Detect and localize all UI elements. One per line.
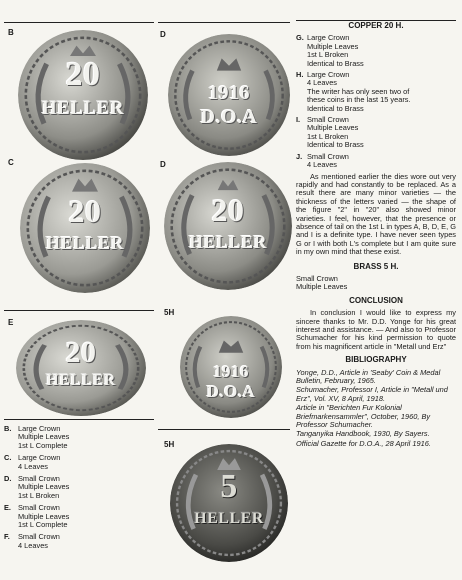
- middle-rule: [4, 310, 154, 311]
- type-h-line: The writer has only seen two of: [307, 86, 410, 96]
- label-d1: D: [160, 30, 166, 39]
- varieties-paragraph: As mentioned earlier the dies wore out very rapidly and had constantly to be replaced. As a result there are many minor varieties — the thickness of the letters varied — the shape of the figure "2" in "20" also showed minor varieties. I feel, however, that the presence or absence of tail on the 1st L in types A, B, D, E, G and I is a definite type. I have never seen types G or I with both L's complete but I am quite sure in my own mind that these exist.: [296, 171, 456, 257]
- top-rule-left: [4, 22, 154, 23]
- bibliography-entry: Official Gazette for D.O.A., 28 April 1916.: [296, 438, 431, 448]
- coin-c-value: 20: [68, 193, 102, 229]
- type-g-key: G.: [296, 33, 304, 43]
- type-i-line: Identical to Brass: [307, 140, 364, 150]
- coin-e-denomination: HELLER: [46, 372, 116, 389]
- bibliography-entry: Tanganyika Handbook, 1930, By Sayers.: [296, 429, 430, 439]
- coin-d2-value: 20: [211, 192, 245, 228]
- h-rule-mid: [158, 429, 290, 430]
- legend-rule: [4, 419, 154, 420]
- label-b: B: [8, 28, 14, 37]
- bibliography-entry: Schumacher, Professor I, Article in "Metall und Erz", Vol. XV, 8 April, 1918.: [296, 385, 448, 403]
- bibliography-entry: Article in "Berichten Fur Kolonial Briefmarkensammler", October, 1960, By Professor Schumacher.: [296, 403, 431, 430]
- article-text-column: [296, 22, 456, 449]
- coin-e-20-heller: [16, 320, 146, 416]
- coin-5-heller: [170, 444, 288, 562]
- coin-b-value: 20: [65, 56, 101, 93]
- legend-c-key: C.: [4, 453, 12, 463]
- coin-h1-year: 1916: [213, 362, 249, 381]
- label-c: C: [8, 158, 14, 167]
- type-h-key: H.: [296, 70, 304, 80]
- brass-line: Small Crown: [296, 273, 338, 283]
- legend-d-line: Small Crown: [18, 474, 60, 484]
- type-i: [296, 116, 456, 150]
- type-g: [296, 34, 456, 68]
- coin-d1-doa: D.O.A: [200, 106, 258, 128]
- coin-h2-denomination: HELLER: [194, 510, 264, 527]
- label-h2: 5H: [164, 440, 175, 449]
- legend-d: [4, 475, 154, 500]
- label-e: E: [8, 318, 14, 327]
- type-i-key: I.: [296, 115, 301, 125]
- type-g-line: Multiple Leaves: [307, 41, 359, 51]
- legend-e-line: Multiple Leaves: [18, 511, 70, 521]
- type-legend: [4, 425, 154, 554]
- coin-h2-value: 5: [220, 468, 238, 505]
- legend-b-key: B.: [4, 424, 12, 433]
- legend-e-line: 1st L Complete: [18, 520, 68, 530]
- type-j-key: J.: [296, 151, 303, 161]
- type-g-line: 1st L Broken: [307, 50, 349, 60]
- top-rule-mid: [158, 22, 290, 23]
- type-j: [296, 153, 456, 170]
- brass-heading: BRASS 5 H.: [353, 261, 399, 271]
- legend-c-line: Large Crown: [18, 453, 61, 463]
- type-i-line: Multiple Leaves: [307, 123, 359, 133]
- label-h1: 5H: [164, 308, 175, 317]
- bibliography-list: [296, 369, 456, 449]
- coin-e-value: 20: [65, 336, 97, 369]
- coin-b-20-heller: [18, 30, 148, 160]
- conclusion-paragraph: In conclusion I would like to express my sincere thanks to Mr. D.D. Yonge for his great interest and assistance. — And also to Professor Schumacher for his kind permission to quote from his magnificent article in "Metall und Erz": [296, 308, 456, 351]
- type-h-line: 4 Leaves: [307, 78, 337, 88]
- legend-e: [4, 504, 154, 529]
- coin-d-20-heller: [164, 162, 292, 290]
- legend-e-line: Small Crown: [18, 503, 60, 513]
- conclusion-heading: CONCLUSION: [349, 295, 403, 305]
- label-d2: D: [160, 160, 166, 169]
- type-h-line: these coins in the last 15 years.: [307, 95, 411, 105]
- coin-h1-doa: D.O.A: [206, 382, 256, 401]
- legend-d-line: Multiple Leaves: [18, 482, 70, 492]
- type-j-line: Small Crown: [307, 151, 349, 161]
- coin-d2-denomination: HELLER: [188, 232, 268, 252]
- coin-d1-year: 1916: [208, 82, 250, 104]
- legend-d-key: D.: [4, 474, 12, 484]
- legend-f-key: F.: [4, 532, 10, 542]
- legend-e-key: E.: [4, 503, 11, 513]
- coin-c-20-heller: [20, 163, 150, 293]
- legend-b-line: Large Crown: [18, 424, 61, 433]
- type-g-line: Identical to Brass: [307, 58, 364, 68]
- coin-d-1916-doa: [168, 34, 290, 156]
- legend-f-line: 4 Leaves: [18, 540, 48, 550]
- type-h-line: Identical to Brass: [307, 103, 364, 113]
- type-j-line: 4 Leaves: [307, 160, 337, 170]
- legend-b: [4, 425, 154, 450]
- coin-b-denomination: HELLER: [41, 98, 125, 119]
- type-h-line: Large Crown: [307, 70, 350, 80]
- legend-b-line: Multiple Leaves: [18, 432, 70, 442]
- copper-heading: COPPER 20 H.: [348, 21, 404, 30]
- type-i-line: 1st L Broken: [307, 131, 349, 141]
- legend-c: [4, 454, 154, 471]
- type-i-line: Small Crown: [307, 115, 349, 125]
- coin-5h-1916-doa: [180, 316, 282, 418]
- bibliography-heading: BIBLIOGRAPHY: [345, 355, 407, 365]
- legend-d-line: 1st L Broken: [18, 490, 60, 500]
- type-h: [296, 71, 456, 113]
- type-g-line: Large Crown: [307, 33, 350, 43]
- legend-f-line: Small Crown: [18, 532, 60, 542]
- coin-c-denomination: HELLER: [45, 233, 125, 253]
- bibliography-entry: Yonge, D.D., Article in 'Seaby' Coin & Medal Bulletin, February, 1965.: [296, 367, 441, 386]
- legend-c-line: 4 Leaves: [18, 461, 48, 471]
- legend-f: [4, 533, 154, 550]
- brass-line: Multiple Leaves: [296, 282, 348, 292]
- legend-b-line: 1st L Complete: [18, 440, 68, 450]
